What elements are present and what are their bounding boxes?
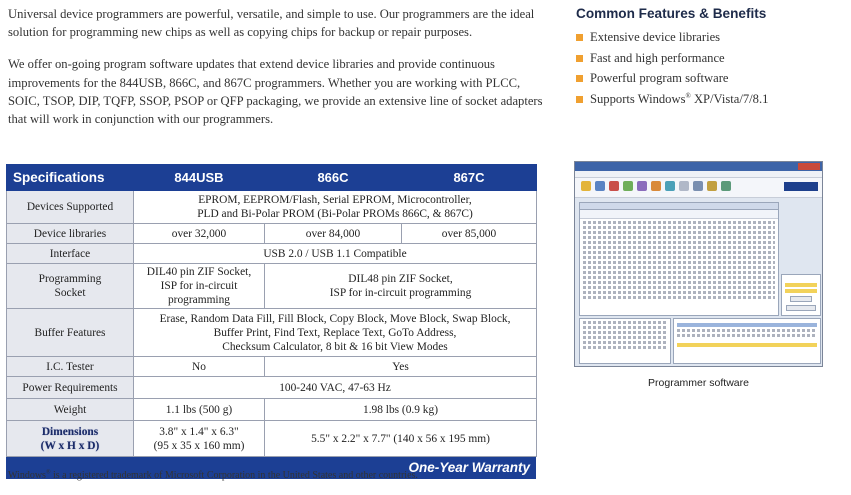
table-row [7,421,537,457]
buffer-window-toolbar [580,210,778,219]
features-panel [576,6,848,109]
dimensions-866c-867c: 5.5" x 2.2" x 7.7" (140 x 56 x 195 mm) [265,421,537,457]
programmer-software-screenshot [574,161,823,367]
devices-supported-value [134,191,537,224]
header-844usb: 844USB [134,165,265,191]
buffer-window [579,202,779,316]
row-label-device-libraries: Device libraries [7,224,134,244]
address-panel [579,318,671,364]
ic-tester-866c-867c: Yes [265,357,537,377]
registered-mark: ® [685,91,691,100]
warranty-banner: One-Year Warranty [6,457,536,479]
weight-866c-867c: 1.98 lbs (0.9 kg) [265,399,537,421]
blank-icon [679,181,689,191]
devices-supported-line-2: PLD and Bi-Polar PROM (Bi-Polar PROMs 866C, & 867C) [197,208,473,220]
buffer-features-line-2: Buffer Print, Find Text, Replace Text, GoTo Address, [213,326,457,339]
info-icon [721,181,731,191]
ic-tester-844usb: No [134,357,265,377]
row-label-dimensions [7,421,134,457]
programming-socket-866c-867c [265,264,537,309]
programmer-type-bar [677,323,817,327]
row-label-devices-supported: Devices Supported [7,191,134,224]
save-icon [595,181,605,191]
statistics-bar [785,283,817,287]
verify-icon [637,181,647,191]
dimensions-label-line-2: (W x H x D) [40,439,100,452]
reload-button[interactable] [786,305,816,311]
square-bullet-icon [576,34,583,41]
chip-icon [609,181,619,191]
devices-supported-line-1: EPROM, EEPROM/Flash, Serial EPROM, Microcontroller, [198,194,472,206]
row-label-weight: Weight [7,399,134,421]
square-bullet-icon [576,96,583,103]
device-libraries-866c: over 84,000 [265,224,402,244]
weight-844usb: 1.1 lbs (500 g) [134,399,265,421]
buffer-features-line-3: Checksum Calculator, 8 bit & 16 bit View Modes [222,340,448,353]
socket-866c-line-2: ISP for in-circuit programming [329,287,472,299]
screenshot-title-bar [575,162,822,171]
erase-icon [665,181,675,191]
row-label-ic-tester: I.C. Tester [7,357,134,377]
device-type-bar [677,343,817,347]
program-icon [651,181,661,191]
socket-844usb-line-1: DIL40 pin ZIF Socket, [146,266,252,278]
feature-text: Powerful program software [590,71,729,85]
table-row [7,309,537,357]
table-row [7,357,537,377]
table-header-row [7,165,537,191]
dimensions-label-line-1: Dimensions [41,425,99,438]
table-row [7,399,537,421]
intro-paragraph-1: Universal device programmers are powerful, versatile, and simple to use. Our programmers are the ideal solution for programming new chips as well as copying chips for backup or repair purposes. [8,7,535,40]
feature-text-suffix: XP/Vista/7/8.1 [690,91,769,106]
statistics-bar [785,289,817,293]
intro-text [8,5,548,142]
read-icon [623,181,633,191]
socket-844usb-line-2: ISP for in-circuit programming [160,280,238,306]
feature-item [576,89,848,110]
footnote-text-suffix: is a registered trademark of Microsoft Corporation in the United States and other countries. [50,470,418,481]
screenshot-menu-bar [575,171,822,178]
device-libraries-867c: over 85,000 [402,224,537,244]
features-title: Common Features & Benefits [576,6,767,21]
registered-mark: ® [45,469,51,476]
header-866c: 866C [265,165,402,191]
programmer-panel [673,318,821,364]
reset-button[interactable] [790,296,812,302]
device-libraries-844usb: over 32,000 [134,224,265,244]
programming-socket-844usb [134,264,265,309]
table-row [7,191,537,224]
power-requirements-value: 100-240 VAC, 47-63 Hz [134,377,537,399]
buffer-features-line-1: Erase, Random Data Fill, Fill Block, Copy Block, Move Block, Swap Block, [159,312,511,325]
feature-item [576,27,848,48]
dimensions-844usb-line-2: (95 x 35 x 160 mm) [153,439,245,452]
socket-866c-line-1: DIL48 pin ZIF Socket, [348,273,453,285]
buffer-features-value [134,309,537,357]
programming-socket-label-line-1: Programming [38,273,102,285]
interface-value: USB 2.0 / USB 1.1 Compatible [134,244,537,264]
screenshot-toolbar [575,178,822,198]
footnote-text: Windows [8,470,46,481]
feature-item [576,68,848,89]
table-row [7,264,537,309]
trademark-footnote [8,470,418,481]
feature-text: Fast and high performance [590,50,725,65]
header-867c: 867C [402,165,537,191]
statistics-panel [781,274,821,316]
window-controls-icon [798,163,820,170]
dimensions-844usb-line-1: 3.8" x 1.4" x 6.3" [159,425,239,438]
table-row [7,224,537,244]
brand-logo-icon [784,182,818,191]
table-row [7,244,537,264]
feature-item [576,48,848,69]
folder-icon [581,181,591,191]
row-label-programming-socket [7,264,134,309]
auto-icon [693,181,703,191]
hex-dump [580,221,778,299]
header-specifications: Specifications [7,165,134,191]
feature-text: Supports Windows [590,91,686,106]
programming-socket-label-line-2: Socket [54,287,86,299]
settings-icon [707,181,717,191]
dimensions-844usb [134,421,265,457]
features-list [576,27,848,109]
row-label-power-requirements: Power Requirements [7,377,134,399]
feature-text: Extensive device libraries [590,30,721,44]
buffer-window-title [580,203,778,210]
intro-paragraph-2: We offer on-going program software updates that extend device libraries and provide continuous improvements for the 844USB, 866C, and 867C programmers. Whether you are working with PLCC, SOIC, TSOP, DIP, TQFP, SSOP, PSOP or QFP packaging, we provide an extensive line of socket adapters that will work in conjunction with our programmers. [8,57,543,127]
specifications-table [6,164,537,457]
square-bullet-icon [576,55,583,62]
row-label-buffer-features: Buffer Features [7,309,134,357]
screenshot-caption: Programmer software [648,377,749,389]
square-bullet-icon [576,75,583,82]
row-label-interface: Interface [7,244,134,264]
table-row [7,377,537,399]
specifications-table-container [6,164,536,479]
